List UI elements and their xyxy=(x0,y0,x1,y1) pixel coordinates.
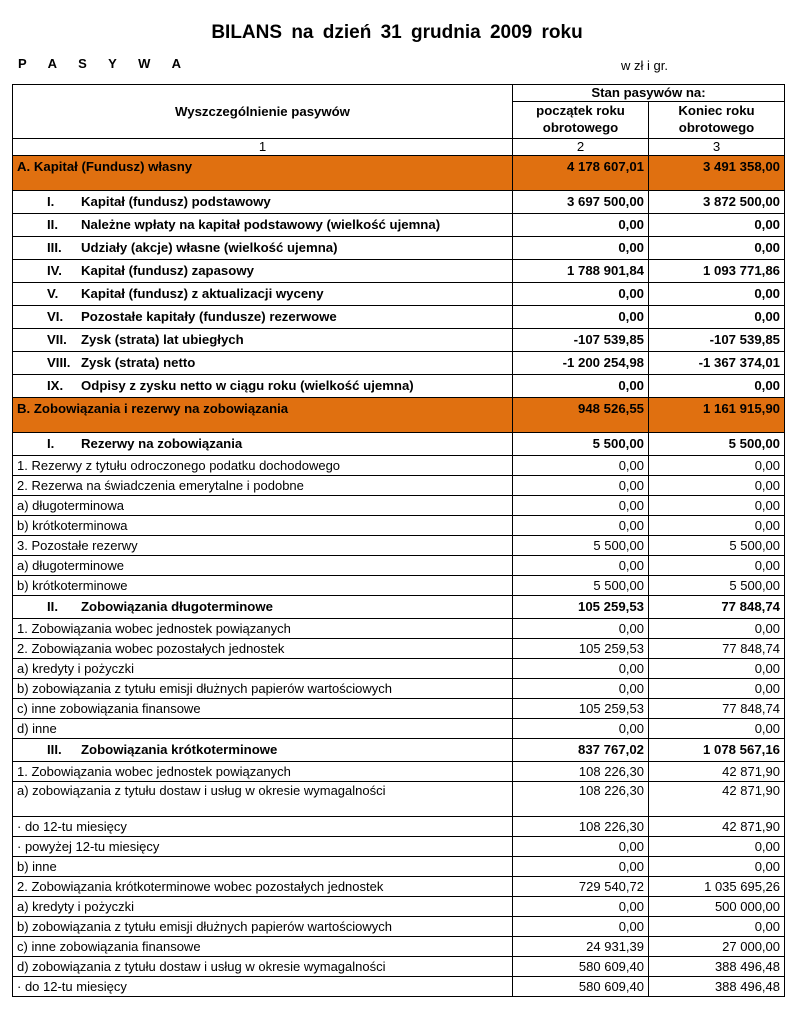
column-numbers-row xyxy=(13,139,785,156)
table-row xyxy=(13,516,785,536)
roman-numeral: I. xyxy=(47,436,55,451)
roman-numeral: II. xyxy=(47,217,58,232)
value-end: 388 496,48 xyxy=(649,957,785,977)
long-term-liabilities-subtotal-row xyxy=(13,596,785,619)
row-label: b) zobowiązania z tytułu emisji dłużnych papierów wartościowych xyxy=(13,679,513,699)
value-start: 4 178 607,01 xyxy=(513,156,649,191)
col-number-1: 1 xyxy=(13,139,513,156)
value-end: 77 848,74 xyxy=(649,596,785,619)
equity-row xyxy=(13,306,785,329)
value-start: 0,00 xyxy=(513,516,649,536)
row-label: 2. Zobowiązania wobec pozostałych jednostek xyxy=(13,639,513,659)
value-end: 0,00 xyxy=(649,556,785,576)
value-end: 0,00 xyxy=(649,679,785,699)
table-row xyxy=(13,782,785,817)
value-end: 1 161 915,90 xyxy=(649,398,785,433)
table-row xyxy=(13,639,785,659)
value-start: 0,00 xyxy=(513,837,649,857)
row-label: a) kredyty i pożyczki xyxy=(13,897,513,917)
value-end: 42 871,90 xyxy=(649,782,785,817)
value-end: 5 500,00 xyxy=(649,576,785,596)
table-row xyxy=(13,937,785,957)
table-row xyxy=(13,576,785,596)
value-start: 3 697 500,00 xyxy=(513,191,649,214)
balance-table xyxy=(12,84,785,997)
value-start: 24 931,39 xyxy=(513,937,649,957)
row-label: 1. Zobowiązania wobec jednostek powiązanych xyxy=(13,762,513,782)
value-start: 729 540,72 xyxy=(513,877,649,897)
value-start: 5 500,00 xyxy=(513,433,649,456)
row-label xyxy=(13,306,513,329)
row-label: A. Kapitał (Fundusz) własny xyxy=(13,156,513,191)
value-end: 77 848,74 xyxy=(649,639,785,659)
row-label: 1. Zobowiązania wobec jednostek powiązanych xyxy=(13,619,513,639)
equity-row xyxy=(13,214,785,237)
value-end: 0,00 xyxy=(649,719,785,739)
value-start: 0,00 xyxy=(513,375,649,398)
row-label-text: Zobowiązania krótkoterminowe xyxy=(81,742,278,757)
value-end: 0,00 xyxy=(649,237,785,260)
row-label: · do 12-tu miesięcy xyxy=(13,977,513,997)
roman-numeral: I. xyxy=(47,194,55,209)
col-end-header: Koniec roku obrotowego xyxy=(649,102,785,139)
value-start: 5 500,00 xyxy=(513,576,649,596)
value-end: 0,00 xyxy=(649,456,785,476)
col-start-header: początek roku obrotowego xyxy=(513,102,649,139)
table-row xyxy=(13,762,785,782)
value-end: 42 871,90 xyxy=(649,762,785,782)
value-start: 108 226,30 xyxy=(513,817,649,837)
row-label: 3. Pozostałe rezerwy xyxy=(13,536,513,556)
roman-numeral: VIII. xyxy=(47,355,71,370)
value-start: 0,00 xyxy=(513,214,649,237)
row-label xyxy=(13,191,513,214)
value-end: 3 872 500,00 xyxy=(649,191,785,214)
section-b-row xyxy=(13,398,785,433)
row-label: b) zobowiązania z tytułu emisji dłużnych papierów wartościowych xyxy=(13,917,513,937)
row-label-text: Zysk (strata) lat ubiegłych xyxy=(81,332,244,347)
row-label: d) zobowiązania z tytułu dostaw i usług w okresie wymagalności xyxy=(13,957,513,977)
row-label xyxy=(13,739,513,762)
value-start: 0,00 xyxy=(513,719,649,739)
value-start: 0,00 xyxy=(513,897,649,917)
value-start: 0,00 xyxy=(513,556,649,576)
row-label: a) długoterminowa xyxy=(13,496,513,516)
row-label-text: Odpisy z zysku netto w ciągu roku (wielkość ujemna) xyxy=(81,378,414,393)
value-end: 0,00 xyxy=(649,283,785,306)
value-start: 0,00 xyxy=(513,476,649,496)
value-end: 0,00 xyxy=(649,857,785,877)
value-end: 1 035 695,26 xyxy=(649,877,785,897)
value-end: 0,00 xyxy=(649,496,785,516)
table-row xyxy=(13,837,785,857)
table-row xyxy=(13,857,785,877)
value-end: 500 000,00 xyxy=(649,897,785,917)
table-row xyxy=(13,679,785,699)
value-start: 108 226,30 xyxy=(513,782,649,817)
row-label-text: Zysk (strata) netto xyxy=(81,355,196,370)
value-start: -1 200 254,98 xyxy=(513,352,649,375)
value-end: 0,00 xyxy=(649,476,785,496)
table-row xyxy=(13,536,785,556)
value-end: 77 848,74 xyxy=(649,699,785,719)
equity-row xyxy=(13,329,785,352)
value-end: 5 500,00 xyxy=(649,433,785,456)
value-start: 580 609,40 xyxy=(513,977,649,997)
row-label: b) inne xyxy=(13,857,513,877)
row-label: 2. Zobowiązania krótkoterminowe wobec pozostałych jednostek xyxy=(13,877,513,897)
value-start: 0,00 xyxy=(513,237,649,260)
value-start: 105 259,53 xyxy=(513,699,649,719)
row-label-text: Pozostałe kapitały (fundusze) rezerwowe xyxy=(81,309,337,324)
value-end: 42 871,90 xyxy=(649,817,785,837)
roman-numeral: IV. xyxy=(47,263,62,278)
section-label: P A S Y W A xyxy=(18,56,190,71)
value-start: 0,00 xyxy=(513,857,649,877)
row-label: b) krótkoterminowa xyxy=(13,516,513,536)
value-start: 108 226,30 xyxy=(513,762,649,782)
value-end: 0,00 xyxy=(649,659,785,679)
roman-numeral: III. xyxy=(47,240,62,255)
row-label xyxy=(13,283,513,306)
table-row xyxy=(13,897,785,917)
table-header-row xyxy=(13,85,785,102)
value-start: 0,00 xyxy=(513,659,649,679)
row-label xyxy=(13,352,513,375)
col-desc-header: Wyszczególnienie pasywów xyxy=(13,85,513,139)
row-label-text: Zobowiązania długoterminowe xyxy=(81,599,273,614)
row-label-text: Kapitał (fundusz) podstawowy xyxy=(81,194,271,209)
roman-numeral: VI. xyxy=(47,309,64,324)
value-start: 105 259,53 xyxy=(513,596,649,619)
value-end: 0,00 xyxy=(649,516,785,536)
value-end: 0,00 xyxy=(649,837,785,857)
value-start: 0,00 xyxy=(513,917,649,937)
row-label-text: Kapitał (fundusz) z aktualizacji wyceny xyxy=(81,286,324,301)
section-a-row xyxy=(13,156,785,191)
table-row xyxy=(13,476,785,496)
table-row xyxy=(13,699,785,719)
row-label-text: Rezerwy na zobowiązania xyxy=(81,436,243,451)
col-number-3: 3 xyxy=(649,139,785,156)
value-start: 580 609,40 xyxy=(513,957,649,977)
row-label xyxy=(13,596,513,619)
value-start: 0,00 xyxy=(513,456,649,476)
value-end: 1 093 771,86 xyxy=(649,260,785,283)
value-end: 3 491 358,00 xyxy=(649,156,785,191)
table-row xyxy=(13,719,785,739)
row-label: a) kredyty i pożyczki xyxy=(13,659,513,679)
value-start: 1 788 901,84 xyxy=(513,260,649,283)
table-row xyxy=(13,977,785,997)
equity-row xyxy=(13,191,785,214)
value-end: 1 078 567,16 xyxy=(649,739,785,762)
table-row xyxy=(13,917,785,937)
value-start: 5 500,00 xyxy=(513,536,649,556)
value-end: -107 539,85 xyxy=(649,329,785,352)
value-end: 0,00 xyxy=(649,619,785,639)
value-start: 0,00 xyxy=(513,306,649,329)
roman-numeral: III. xyxy=(47,742,62,757)
table-row xyxy=(13,619,785,639)
row-label xyxy=(13,375,513,398)
value-end: 27 000,00 xyxy=(649,937,785,957)
row-label xyxy=(13,329,513,352)
equity-row xyxy=(13,283,785,306)
col-group-header: Stan pasywów na: xyxy=(513,85,785,102)
row-label: 1. Rezerwy z tytułu odroczonego podatku dochodowego xyxy=(13,456,513,476)
page-title: BILANS na dzień 31 grudnia 2009 roku xyxy=(211,22,583,43)
value-start: 0,00 xyxy=(513,679,649,699)
table-row xyxy=(13,659,785,679)
row-label: b) krótkoterminowe xyxy=(13,576,513,596)
row-label-text: Należne wpłaty na kapitał podstawowy (wielkość ujemna) xyxy=(81,217,441,232)
row-label: c) inne zobowiązania finansowe xyxy=(13,699,513,719)
row-label: a) długoterminowe xyxy=(13,556,513,576)
row-label: 2. Rezerwa na świadczenia emerytalne i podobne xyxy=(13,476,513,496)
value-end: 0,00 xyxy=(649,917,785,937)
value-start: 0,00 xyxy=(513,619,649,639)
row-label-text: Kapitał (fundusz) zapasowy xyxy=(81,263,254,278)
value-start: 0,00 xyxy=(513,283,649,306)
value-start: 837 767,02 xyxy=(513,739,649,762)
value-end: 5 500,00 xyxy=(649,536,785,556)
row-label xyxy=(13,260,513,283)
value-start: 105 259,53 xyxy=(513,639,649,659)
value-end: 0,00 xyxy=(649,306,785,329)
table-row xyxy=(13,817,785,837)
row-label: d) inne xyxy=(13,719,513,739)
row-label xyxy=(13,237,513,260)
value-start: -107 539,85 xyxy=(513,329,649,352)
currency-unit: w zł i gr. xyxy=(621,58,668,73)
value-end: -1 367 374,01 xyxy=(649,352,785,375)
value-end: 388 496,48 xyxy=(649,977,785,997)
equity-row xyxy=(13,375,785,398)
roman-numeral: IX. xyxy=(47,378,64,393)
equity-row xyxy=(13,237,785,260)
table-row xyxy=(13,456,785,476)
table-row xyxy=(13,496,785,516)
row-label: B. Zobowiązania i rezerwy na zobowiązania xyxy=(13,398,513,433)
value-start: 0,00 xyxy=(513,496,649,516)
table-row xyxy=(13,957,785,977)
value-end: 0,00 xyxy=(649,214,785,237)
row-label: a) zobowiązania z tytułu dostaw i usług w okresie wymagalności xyxy=(13,782,513,817)
roman-numeral: VII. xyxy=(47,332,67,347)
row-label: · do 12-tu miesięcy xyxy=(13,817,513,837)
value-end: 0,00 xyxy=(649,375,785,398)
table-row xyxy=(13,556,785,576)
row-label-text: Udziały (akcje) własne (wielkość ujemna) xyxy=(81,240,338,255)
row-label xyxy=(13,433,513,456)
row-label: c) inne zobowiązania finansowe xyxy=(13,937,513,957)
short-term-liabilities-subtotal-row xyxy=(13,739,785,762)
equity-row xyxy=(13,260,785,283)
row-label: · powyżej 12-tu miesięcy xyxy=(13,837,513,857)
row-label xyxy=(13,214,513,237)
table-row xyxy=(13,877,785,897)
equity-row xyxy=(13,352,785,375)
reserves-subtotal-row xyxy=(13,433,785,456)
value-start: 948 526,55 xyxy=(513,398,649,433)
roman-numeral: II. xyxy=(47,599,58,614)
roman-numeral: V. xyxy=(47,286,59,301)
col-number-2: 2 xyxy=(513,139,649,156)
